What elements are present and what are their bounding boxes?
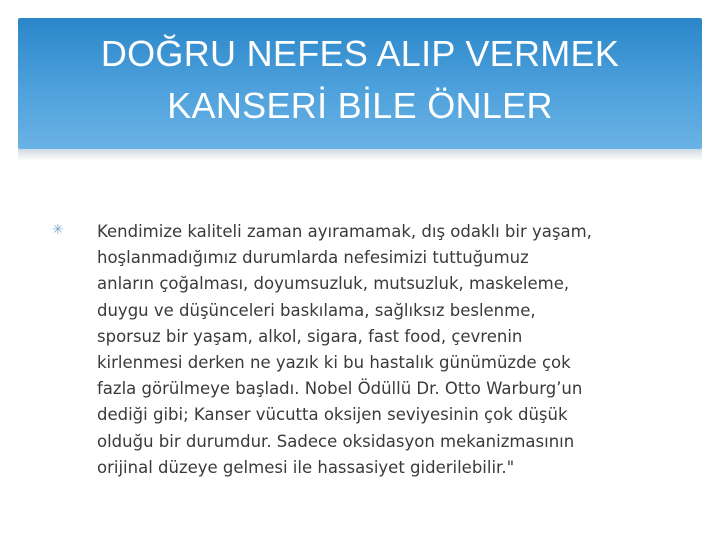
body-text-line: Kendimize kaliteli zaman ayıramamak, dış odaklı bir yaşam, (97, 222, 592, 241)
body-text-line: anların çoğalması, doyumsuzluk, mutsuzluk, maskeleme, (97, 274, 570, 294)
body-text-line: duygu ve düşünceleri baskılama, sağlıksız beslenme, (97, 300, 536, 320)
body-text-line: kirlenmesi derken ne yazık ki bu hastalık günümüzde çok (97, 353, 571, 373)
slide-title-line-1: DOĞRU NEFES ALIP VERMEK (100, 33, 620, 74)
body-text-line: olduğu bir durumdur. Sadece oksidasyon mekanizmasının (97, 431, 575, 451)
bullet-star-icon: ✳ (52, 222, 64, 238)
title-banner-shadow (18, 149, 702, 161)
bullet-item (52, 219, 666, 481)
body-text-line: fazla görülmeye başladı. Nobel Ödüllü Dr. Otto Warburg’un (97, 379, 583, 399)
body-text-line: sporsuz bir yaşam, alkol, sigara, fast food, çevrenin (97, 326, 523, 346)
body-text-line: dediği gibi; Kanser vücutta oksijen seviyesinin çok düşük (97, 405, 568, 425)
body-text-line: hoşlanmadığımız durumlarda nefesimizi tuttuğumuz (97, 248, 529, 268)
slide-title-line-2: KANSERİ BİLE ÖNLER (167, 85, 553, 126)
body-text-line: orijinal düzeye gelmesi ile hassasiyet giderilebilir." (97, 457, 515, 477)
slide-title (18, 28, 702, 132)
